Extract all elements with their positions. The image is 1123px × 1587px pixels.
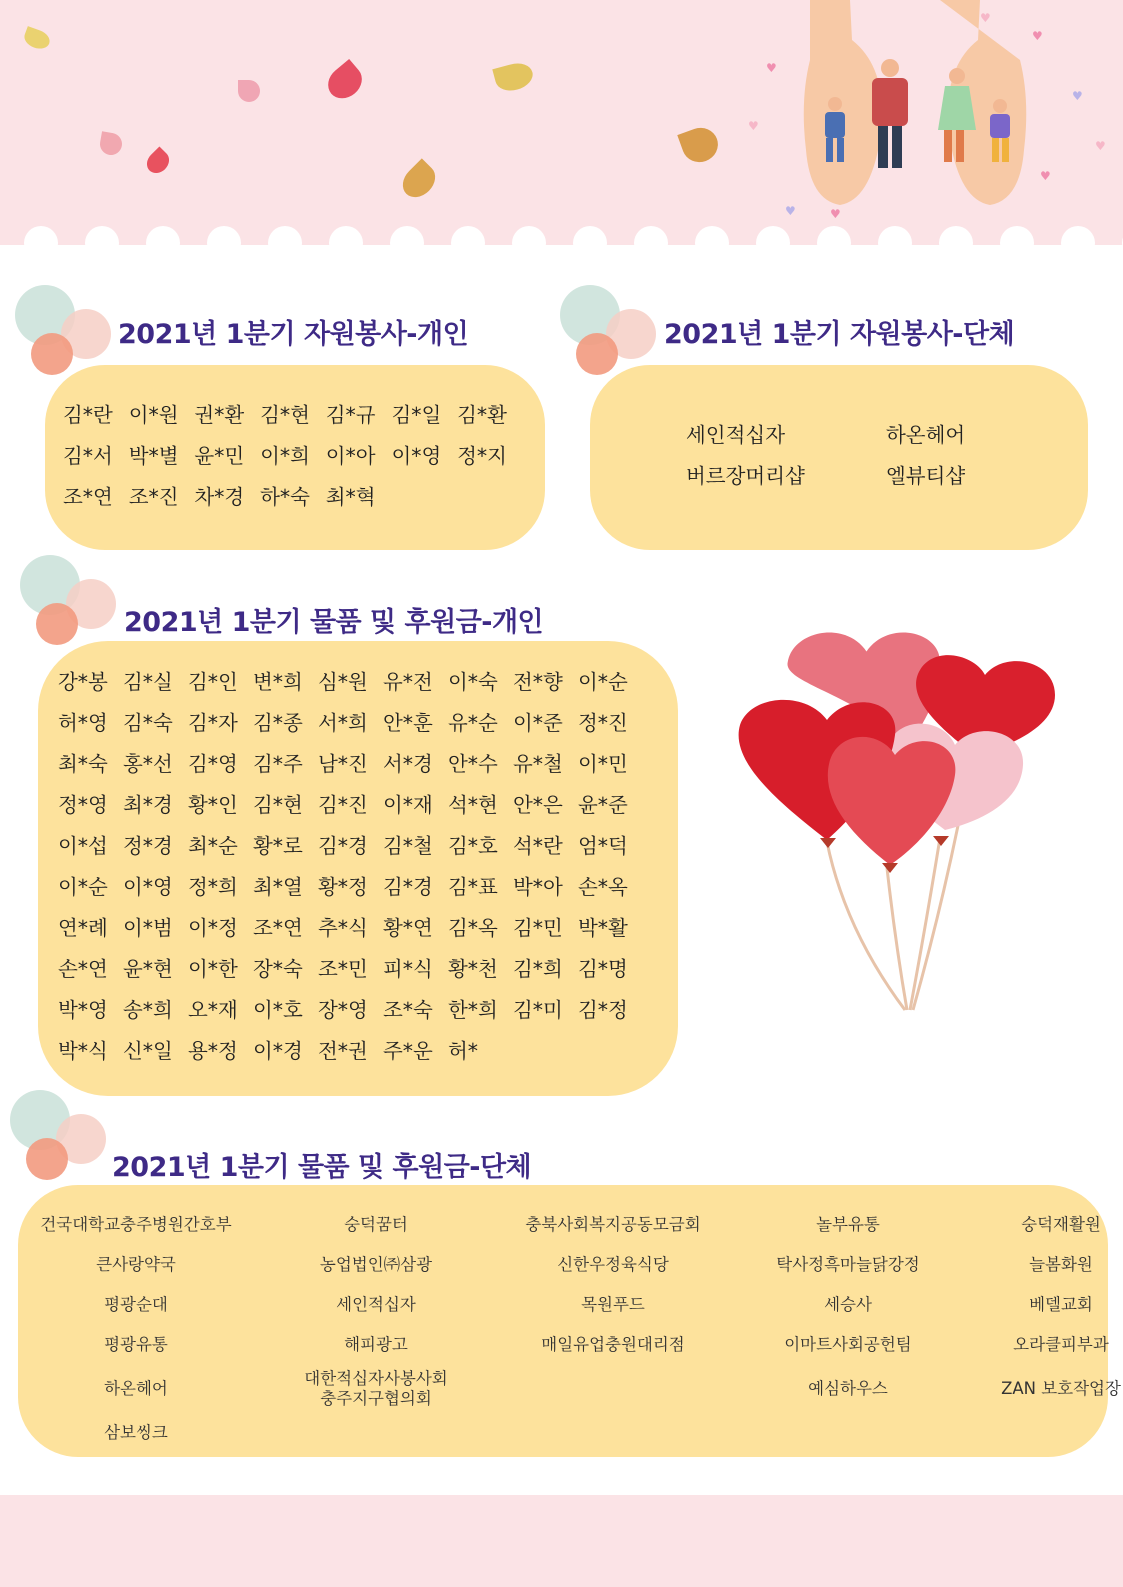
list-item: 건국대학교충주병원간호부: [40, 1215, 232, 1234]
list-item: 주*운: [383, 1039, 433, 1063]
list-item: 윤*현: [123, 957, 173, 981]
list-item: 이*범: [123, 916, 173, 940]
donation-individual-list: [58, 662, 643, 1072]
list-item: 버르장머리샵: [686, 464, 805, 488]
list-item: 안*훈: [383, 711, 433, 735]
list-item: 황*인: [188, 793, 238, 817]
heart-icon: ♥: [785, 204, 796, 218]
volunteer-group-list: [686, 419, 1086, 493]
list-item: 장*영: [318, 998, 368, 1022]
section-title-volunteer-group: 2021년 1분기 자원봉사-단체: [664, 319, 1015, 350]
scallop-edge: [451, 226, 485, 260]
heart-icon: ♥: [1095, 139, 1106, 153]
list-item: 장*숙: [253, 957, 303, 981]
list-item: 정*지: [457, 444, 507, 468]
list-item: 최*열: [253, 875, 303, 899]
list-item: 심*원: [318, 670, 368, 694]
header-banner: [0, 0, 1123, 245]
list-item: 평광순대: [104, 1295, 168, 1314]
list-item: 베델교회: [1029, 1295, 1093, 1314]
list-item: 김*경: [383, 875, 433, 899]
list-item: 서*경: [383, 752, 433, 776]
list-item: 김*란: [63, 403, 113, 427]
list-item: 숭덕재활원: [1021, 1215, 1101, 1234]
list-item: 충북사회복지공동모금회: [525, 1215, 701, 1234]
leaf-petal-icon: [396, 158, 441, 203]
list-item: 박*활: [578, 916, 628, 940]
list-item: 김*호: [448, 834, 498, 858]
list-item: 이*순: [578, 670, 628, 694]
heart-icon: ♥: [1072, 89, 1083, 103]
list-item: 이*순: [58, 875, 108, 899]
list-item: 김*숙: [123, 711, 173, 735]
list-item: 김*일: [391, 403, 442, 427]
list-item: 정*영: [58, 793, 108, 817]
list-item: 이*준: [513, 711, 563, 735]
list-item: 손*옥: [578, 875, 628, 899]
list-item: 조*진: [128, 485, 179, 509]
list-item: 이*정: [188, 916, 238, 940]
list-item: 김*희: [513, 957, 563, 981]
list-item: 석*란: [513, 834, 563, 858]
list-item: 남*진: [318, 752, 368, 776]
list-item: 김*종: [253, 711, 303, 735]
donation-group-list: [18, 1205, 1123, 1453]
list-item: 서*희: [318, 711, 368, 735]
list-item: 권*환: [194, 403, 245, 427]
list-item: 김*환: [457, 403, 507, 427]
list-item: [498, 1365, 728, 1413]
list-item: 석*현: [448, 793, 498, 817]
leaf-petal-icon: [322, 59, 369, 105]
list-item: 이마트사회공헌팀: [784, 1335, 912, 1354]
list-item: 탁사정흑마늘닭강정: [776, 1255, 920, 1274]
list-item: 황*정: [318, 875, 368, 899]
section-title-donation-group: 2021년 1분기 물품 및 후원금-단체: [112, 1152, 532, 1183]
list-item: 삼보씽크: [104, 1423, 168, 1442]
heart-icon: ♥: [748, 119, 759, 133]
list-item: 김*현: [253, 793, 303, 817]
list-item: 유*순: [448, 711, 498, 735]
list-item: 이*경: [253, 1039, 303, 1063]
list-item: 변*희: [253, 670, 303, 694]
list-item: 이*아: [325, 444, 376, 468]
family-hands-illustration: [740, 0, 1123, 230]
list-item: 손*연: [58, 957, 108, 981]
list-item: 엄*덕: [578, 834, 628, 858]
list-item: 황*연: [383, 916, 433, 940]
scallop-edge: [695, 226, 729, 260]
scallop-edge: [939, 226, 973, 260]
heart-icon: ♥: [1040, 169, 1051, 183]
scallop-edge: [146, 226, 180, 260]
list-item: 연*례: [58, 916, 108, 940]
list-item: 김*주: [253, 752, 303, 776]
list-item: 예심하우스: [808, 1379, 888, 1398]
heart-icon: ♥: [1032, 29, 1043, 43]
list-item: 세인적십자: [686, 423, 786, 447]
list-item: 안*수: [448, 752, 498, 776]
leaf-petal-icon: [142, 146, 173, 177]
scallop-edge: [1061, 226, 1095, 260]
list-item: 대한적십자사봉사회 충주지구협의회: [304, 1369, 448, 1408]
list-item: 엘뷰티샵: [886, 464, 966, 488]
list-item: 김*민: [513, 916, 563, 940]
list-item: 박*영: [58, 998, 108, 1022]
list-item: 김*서: [63, 444, 113, 468]
scallop-edge: [634, 226, 668, 260]
list-item: 매일유업충원대리점: [541, 1335, 685, 1354]
list-item: 숭덕꿈터: [344, 1215, 408, 1234]
list-item: 김*진: [318, 793, 368, 817]
list-item: 박*아: [513, 875, 563, 899]
list-item: 황*천: [448, 957, 498, 981]
scallop-edge: [878, 226, 912, 260]
list-item: 김*현: [260, 403, 310, 427]
list-item: 농업법인㈜삼광: [319, 1255, 433, 1274]
list-item: 피*식: [383, 957, 433, 981]
leaf-petal-icon: [677, 123, 722, 167]
leaf-petal-icon: [98, 131, 123, 156]
leaf-petal-icon: [22, 26, 53, 52]
list-item: 하온헤어: [104, 1379, 168, 1398]
list-item: 이*재: [383, 793, 433, 817]
scallop-edge: [573, 226, 607, 260]
list-item: 추*식: [318, 916, 368, 940]
list-item: 김*옥: [448, 916, 498, 940]
list-item: 정*희: [188, 875, 238, 899]
circle-decoration: [20, 555, 120, 655]
list-item: 세승사: [824, 1295, 872, 1314]
list-item: 이*섭: [58, 834, 108, 858]
list-item: 조*민: [318, 957, 368, 981]
list-item: 전*향: [513, 670, 563, 694]
scallop-edge: [329, 226, 363, 260]
scallop-edge: [756, 226, 790, 260]
list-item: 놀부유통: [816, 1215, 880, 1234]
leaf-petal-icon: [238, 80, 260, 102]
list-item: 해피광고: [344, 1335, 408, 1354]
list-item: 김*규: [325, 403, 376, 427]
list-item: 김*철: [383, 834, 433, 858]
list-item: 이*원: [128, 403, 179, 427]
list-item: ZAN 보호작업장: [1001, 1379, 1121, 1398]
scallop-edge: [85, 226, 119, 260]
list-item: 김*인: [188, 670, 238, 694]
list-item: 조*연: [63, 485, 113, 509]
list-item: 이*민: [578, 752, 628, 776]
section-title-donation-individual: 2021년 1분기 물품 및 후원금-개인: [124, 607, 544, 638]
list-item: 유*철: [513, 752, 563, 776]
footer-band: [0, 1495, 1123, 1587]
list-item: 최*경: [123, 793, 173, 817]
list-item: 이*희: [260, 444, 310, 468]
list-item: 김*미: [513, 998, 563, 1022]
list-item: 정*경: [123, 834, 173, 858]
scallop-edge: [207, 226, 241, 260]
circle-decoration: [10, 1090, 110, 1190]
list-item: 큰사랑약국: [96, 1255, 176, 1274]
list-item: 윤*준: [578, 793, 628, 817]
list-item: 세인적십자: [336, 1295, 416, 1314]
list-item: 황*로: [253, 834, 303, 858]
list-item: 평광유통: [104, 1335, 168, 1354]
heart-icon: ♥: [766, 61, 777, 75]
list-item: 이*호: [253, 998, 303, 1022]
heart-icon: ♥: [830, 207, 841, 221]
list-item: 김*자: [188, 711, 238, 735]
list-item: 송*희: [123, 998, 173, 1022]
heart-icon: ♥: [980, 11, 991, 25]
list-item: 차*경: [194, 485, 245, 509]
list-item: 신한우정육식당: [557, 1255, 669, 1274]
list-item: 이*영: [123, 875, 173, 899]
scallop-edge: [390, 226, 424, 260]
heart-balloons-illustration: [735, 610, 1085, 1030]
list-item: 홍*선: [123, 752, 173, 776]
scallop-edge: [512, 226, 546, 260]
list-item: 박*식: [58, 1039, 108, 1063]
list-item: 안*은: [513, 793, 563, 817]
list-item: 김*영: [188, 752, 238, 776]
list-item: 김*경: [318, 834, 368, 858]
list-item: 강*봉: [58, 670, 108, 694]
scallop-edge: [268, 226, 302, 260]
list-item: 박*별: [128, 444, 179, 468]
list-item: 전*권: [318, 1039, 368, 1063]
list-item: 용*정: [188, 1039, 238, 1063]
list-item: 김*정: [578, 998, 628, 1022]
list-item: 하온헤어: [886, 423, 966, 447]
list-item: 신*일: [123, 1039, 173, 1063]
list-item: 오라클피부과: [1013, 1335, 1109, 1354]
list-item: 조*숙: [383, 998, 433, 1022]
list-item: 늘봄화원: [1029, 1255, 1093, 1274]
list-item: 한*희: [448, 998, 498, 1022]
list-item: 목원푸드: [581, 1295, 645, 1314]
list-item: 최*순: [188, 834, 238, 858]
list-item: 허*: [448, 1039, 479, 1063]
list-item: 조*연: [253, 916, 303, 940]
list-item: 윤*민: [194, 444, 245, 468]
scallop-edge: [817, 226, 851, 260]
list-item: 최*혁: [325, 485, 376, 509]
scallop-edge: [1000, 226, 1034, 260]
list-item: 이*한: [188, 957, 238, 981]
list-item: 유*전: [383, 670, 433, 694]
list-item: 이*숙: [448, 670, 498, 694]
list-item: 최*숙: [58, 752, 108, 776]
list-item: 허*영: [58, 711, 108, 735]
list-item: 하*숙: [260, 485, 310, 509]
list-item: 오*재: [188, 998, 238, 1022]
list-item: 김*실: [123, 670, 173, 694]
list-item: 이*영: [391, 444, 442, 468]
scallop-edge: [24, 226, 58, 260]
list-item: 정*진: [578, 711, 628, 735]
section-title-volunteer-individual: 2021년 1분기 자원봉사-개인: [118, 319, 469, 350]
list-item: 김*표: [448, 875, 498, 899]
leaf-petal-icon: [492, 60, 535, 95]
volunteer-individual-list: [63, 400, 523, 513]
list-item: 김*명: [578, 957, 628, 981]
